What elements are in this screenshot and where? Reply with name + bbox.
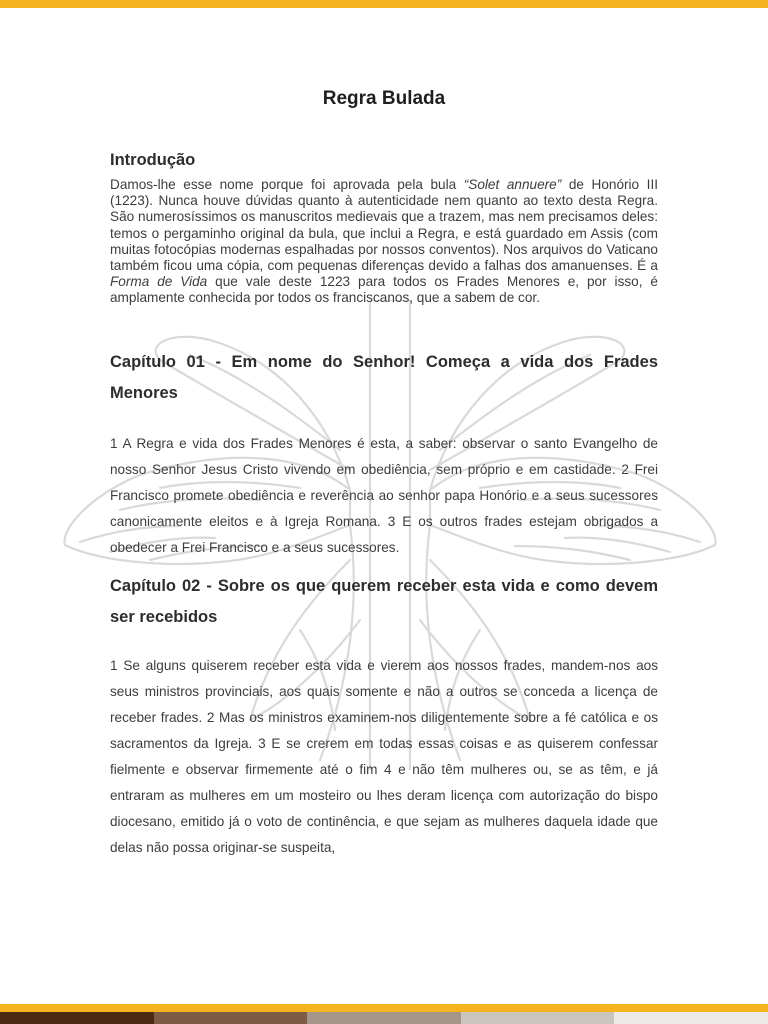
bottom-gold-line <box>0 1004 768 1012</box>
document-title: Regra Bulada <box>322 88 446 109</box>
intro-text-part-2: de Honório III (1223). Nunca houve dúvidas quanto à autenticidade nem quanto ao texto desta Regra. São numerosíssimos os manuscritos medievais que a trazem, mas nem precisamos deles: temos o pergaminho original da bula, que inclui a Regra, e está guardado em Assis (com muitas fotocópias modernas espalhadas por nossos conventos). Nos arquivos do Vaticano também ficou uma cópia, com pequenas diferenças devido a falhas dos amanuenses. É a <box>110 177 659 274</box>
stripe-segment <box>461 1012 615 1024</box>
document-body <box>110 80 658 861</box>
top-accent-bar <box>0 0 768 8</box>
chapter-1-text: 1 A Regra e vida dos Frades Menores é esta, a saber: observar o santo Evangelho de nosso Senhor Jesus Cristo vivendo em obediência, sem próprio e em castidade. 2 Frei Francisco promete obediência e reverência ao senhor papa Honório e a seus sucessores canonicamente eleitos e à Igreja Romana. 3 E os outros frades estejam obrigados a obedecer a Frei Francisco e a seus sucessores. <box>110 435 658 555</box>
chapter-1-heading: Capítulo 01 - Em nome do Senhor! Começa a vida dos Frades Menores <box>110 352 658 402</box>
stripe-segment <box>307 1012 461 1024</box>
intro-quote: “Solet annuere” <box>463 177 562 192</box>
chapter-2-text: 1 Se alguns quiserem receber esta vida e vierem aos nossos frades, mandem-nos aos seus ministros provinciais, aos quais somente e não a outros se conceda a licença de receber frades. 2 Mas os ministros examinem-nos diligentemente sobre a fé católica e os sacramentos da Igreja. 3 E se crerem em todas essas coisas e as quiserem confessar fielmente e observar firmemente até o fim 4 e não têm mulheres ou, se as têm, e já entraram as mulheres em um mosteiro ou lhes deram licença com autorização do bispo diocesano, emitido já o voto de continência, e que sejam as mulheres daquela idade que delas não possa originar-se suspeita, <box>110 657 658 855</box>
stripe-segment <box>0 1012 154 1024</box>
intro-text-part-1: Damos-lhe esse nome porque foi aprovada pela bula <box>110 177 464 192</box>
intro-italic-phrase: Forma de Vida <box>110 274 208 290</box>
intro-heading: Introdução <box>110 151 196 169</box>
chapter-2-heading: Capítulo 02 - Sobre os que querem receber esta vida e como devem ser recebidos <box>110 576 658 626</box>
intro-text-part-3: que vale deste 1223 para todos os Frades Menores e, por isso, é amplamente conhecida por todos os franciscanos, que a sabem de cor. <box>110 274 658 306</box>
bottom-stripe-bar <box>0 1004 768 1024</box>
stripe-segment <box>154 1012 308 1024</box>
intro-paragraph <box>110 177 658 307</box>
stripe-segment <box>614 1012 768 1024</box>
